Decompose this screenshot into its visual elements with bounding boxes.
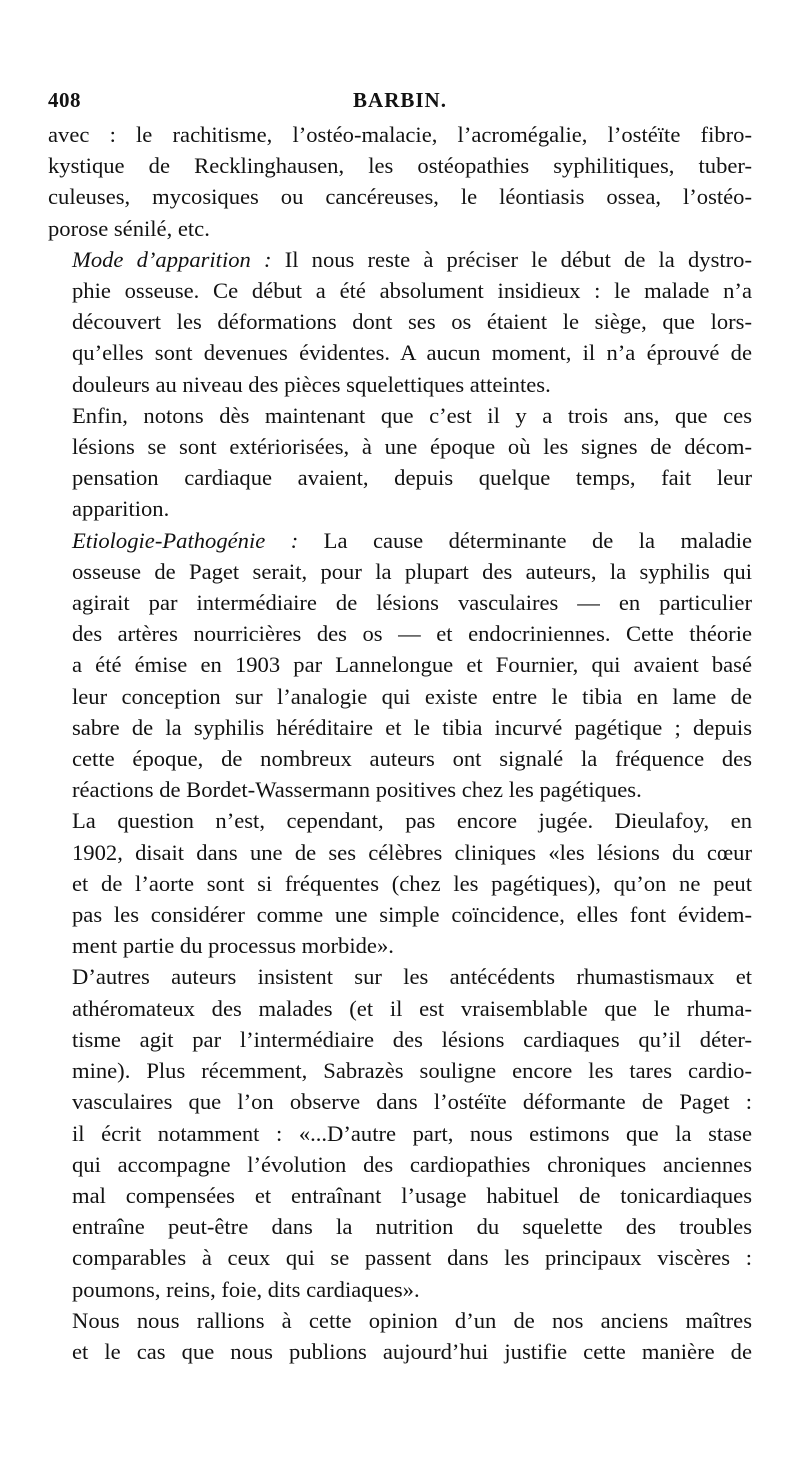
text-line [48,618,752,649]
text-line [48,119,752,150]
line-text: et le cas que nous publions aujourd’hui justifie cette manière de [72,1338,752,1364]
line-text: D’autres auteurs insistent sur les antécédents rhumastismaux et [72,964,752,990]
text-line [48,1305,752,1336]
text-line [48,431,752,462]
line-text: cette époque, de nombreux auteurs ont signalé la fréquence des [72,746,752,772]
line-text: Nous nous rallions à cette opinion d’un de nos anciens maîtres [72,1307,752,1333]
line-text: tisme agit par l’intermédiaire des lésions cardiaques qu’il déter- [72,1026,752,1052]
paragraph [48,525,752,806]
line-text: osseuse de Paget serait, pour la plupart des auteurs, la syphilis qui [72,558,752,584]
paragraph [48,400,752,525]
text-line [48,712,752,743]
line-text: mine). Plus récemment, Sabrazès souligne encore les tares cardio- [72,1058,752,1084]
line-text: athéromateux des malades (et il est vraisemblable que le rhuma- [72,995,752,1021]
text-line [48,649,752,680]
line-text: lésions se sont extériorisées, à une époque où les signes de décom- [72,434,752,460]
text-line [48,493,752,524]
section-lead: Mode d’apparition : [72,246,272,272]
line-text: mal compensées et entraînant l’usage habituel de tonicardiaques [72,1182,752,1208]
paragraph [48,805,752,961]
text-line [48,150,752,181]
text-line [48,244,752,275]
line-text: douleurs au niveau des pièces squelettiques atteintes. [72,371,551,397]
paragraph [48,1305,752,1367]
text-line [48,462,752,493]
text-line [48,1086,752,1117]
text-line [48,837,752,868]
line-text: 1902, disait dans une de ses célèbres cliniques «les lésions du cœur [72,839,752,865]
text-line [48,868,752,899]
line-text: il écrit notamment : «...D’autre part, nous estimons que la stase [72,1120,752,1146]
line-text: pas les considérer comme une simple coïncidence, elles font évidem- [72,902,752,928]
line-text: Enfin, notons dès maintenant que c’est il y a trois ans, que ces [72,402,752,428]
line-text: leur conception sur l’analogie qui existe entre le tibia en lame de [72,683,752,709]
text-line [48,1336,752,1367]
line-text: La cause déterminante de la maladie [298,527,753,553]
text-line [48,369,752,400]
line-text: kystique de Recklinghausen, les ostéopathies syphilitiques, tuber- [48,153,752,179]
body-text [48,119,752,1367]
text-line [48,306,752,337]
text-line [48,993,752,1024]
text-line [48,1180,752,1211]
line-text: comparables à ceux qui se passent dans les principaux viscères : [72,1245,752,1271]
text-line [48,400,752,431]
line-text: qui accompagne l’évolution des cardiopathies chroniques anciennes [72,1151,752,1177]
line-text: ment partie du processus morbide». [72,933,394,959]
line-text: a été émise en 1903 par Lannelongue et Fournier, qui avaient basé [72,652,752,678]
line-text: sabre de la syphilis héréditaire et le tibia incurvé pagétique ; depuis [72,714,752,740]
line-text: apparition. [72,496,170,522]
text-line [48,1274,752,1305]
text-line [48,337,752,368]
text-line [48,587,752,618]
text-line [48,1149,752,1180]
text-line [48,930,752,961]
text-line [48,805,752,836]
text-line [48,213,752,244]
text-line [48,1118,752,1149]
line-text: réactions de Bordet-Wassermann positives chez les pagétiques. [72,777,642,803]
line-text: entraîne peut-être dans la nutrition du squelette des troubles [72,1214,752,1240]
line-text: qu’elles sont devenues évidentes. A aucun moment, il n’a éprouvé de [72,340,752,366]
line-text: pensation cardiaque avaient, depuis quelque temps, fait leur [72,465,752,491]
paragraph [48,961,752,1304]
line-text: poumons, reins, foie, dits cardiaques». [72,1276,420,1302]
line-text: phie osseuse. Ce début a été absolument insidieux : le malade n’a [72,278,752,304]
page-header [48,82,752,116]
text-line [48,181,752,212]
line-text: La question n’est, cependant, pas encore jugée. Dieulafoy, en [72,808,752,834]
text-line [48,899,752,930]
line-text: vasculaires que l’on observe dans l’ostéïte déformante de Paget : [72,1089,752,1115]
text-line [48,1024,752,1055]
text-line [48,525,752,556]
text-line [48,681,752,712]
text-line [48,743,752,774]
text-line [48,556,752,587]
line-text: des artères nourricières des os — et endocriniennes. Cette théorie [72,621,752,647]
text-line [48,961,752,992]
text-line [48,774,752,805]
line-text: Il nous reste à préciser le début de la dystro- [271,246,752,272]
line-text: porose sénilé, etc. [48,215,210,241]
paragraph [48,119,752,244]
line-text: culeuses, mycosiques ou cancéreuses, le léontiasis ossea, l’ostéo- [48,184,752,210]
line-text: avec : le rachitisme, l’ostéo-malacie, l’acromégalie, l’ostéïte fibro- [48,122,752,147]
section-lead: Etiologie-Pathogénie : [72,527,299,553]
line-text: et de l’aorte sont si fréquentes (chez les pagétiques), qu’on ne peut [72,870,752,896]
text-line [48,1242,752,1273]
text-line [48,1211,752,1242]
page-number: 408 [48,88,81,112]
text-line [48,1055,752,1086]
line-text: agirait par intermédiaire de lésions vasculaires — en particulier [72,590,752,616]
paragraph [48,244,752,400]
line-text: découvert les déformations dont ses os étaient le siège, que lors- [72,309,752,335]
text-line [48,275,752,306]
running-head: BARBIN. [353,88,447,112]
